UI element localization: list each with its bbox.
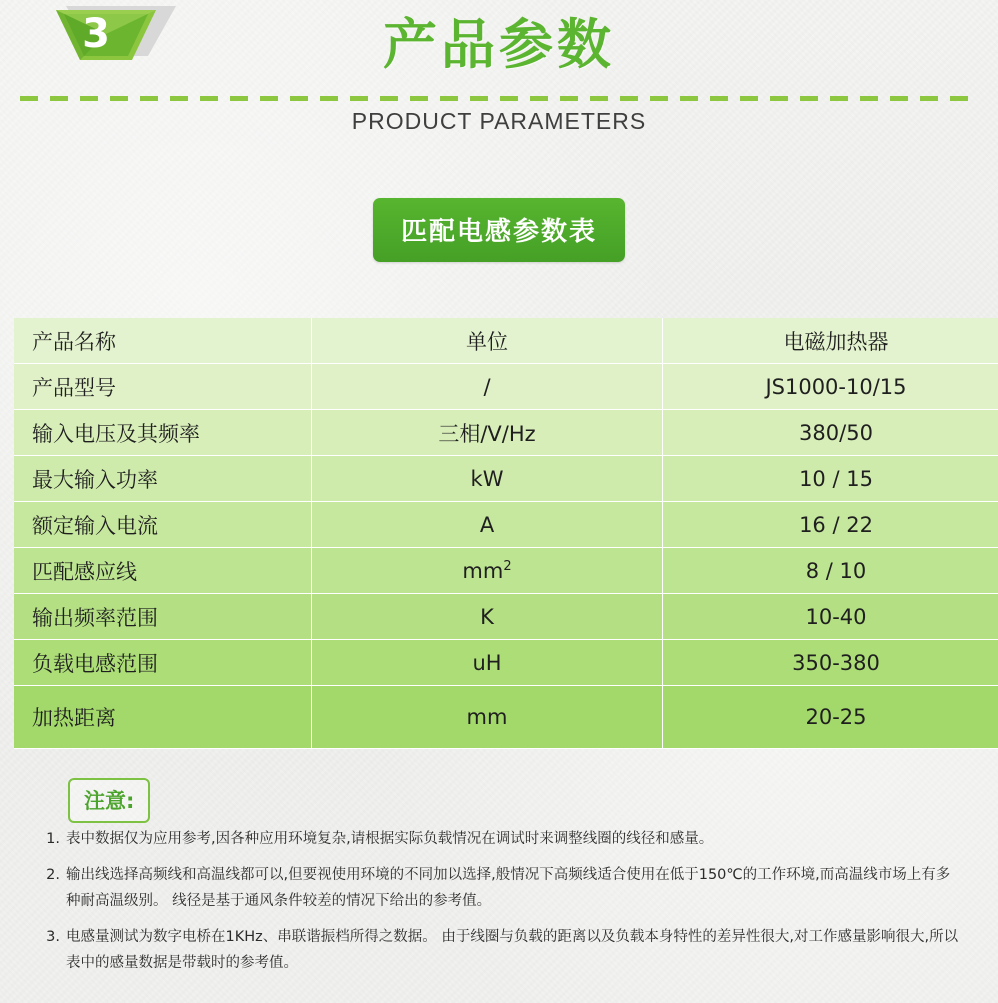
param-unit-base: mm [462,558,504,583]
param-name: 匹配感应线 [14,548,312,594]
param-name: 最大输入功率 [14,456,312,502]
param-unit: kW [312,456,663,502]
note-number: 3. [46,929,60,945]
param-name: 输入电压及其频率 [14,410,312,456]
param-unit: 三相/V/Hz [312,410,663,456]
page-title-cn: 产品参数 [383,13,615,76]
param-name: 输出频率范围 [14,594,312,640]
note-item [34,924,964,976]
note-number: 1. [46,831,60,847]
param-value: 8 / 10 [663,548,998,594]
table-row [14,364,998,410]
param-unit: 单位 [312,318,663,364]
param-name: 加热距离 [14,686,312,749]
param-unit [312,548,663,594]
param-value: 电磁加热器 [663,318,998,364]
param-name: 负载电感范围 [14,640,312,686]
param-unit-superscript: 2 [503,558,512,574]
page-title-en: PRODUCT PARAMETERS [351,108,647,134]
section-label-wrap [0,198,998,262]
table-row [14,594,998,640]
param-unit: K [312,594,663,640]
note-text: 表中数据仅为应用参考,因各种应用环境复杂,请根据实际负载情况在调试时来调整线圈的线径和感量。 [66,831,714,847]
page-header [0,0,998,100]
note-text: 输出线选择高频线和高温线都可以,但要视使用环境的不同加以选择,般情况下高频线适合使用在低于150℃的工作环境,而高温线市场上有多种耐高温级别。 线径是基于通风条件较差的情况下给出的参考值。 [66,867,951,909]
section-label: 匹配电感参数表 [373,198,625,262]
notes-list [34,826,964,986]
table-row [14,686,998,749]
param-value: 16 / 22 [663,502,998,548]
table-row [14,548,998,594]
notes-badge: 注意: [68,778,150,823]
param-value: 10-40 [663,594,998,640]
param-name: 额定输入电流 [14,502,312,548]
header-divider [20,96,978,101]
table-row [14,410,998,456]
param-value: 380/50 [663,410,998,456]
note-item [34,826,964,852]
param-unit: uH [312,640,663,686]
table-row [14,456,998,502]
param-value: 10 / 15 [663,456,998,502]
param-name: 产品型号 [14,364,312,410]
note-text: 电感量测试为数字电桥在1KHz、串联谐振档所得之数据。 由于线圈与负载的距离以及负载本身特性的差异性很大,对工作感量影响很大,所以表中的感量数据是带载时的参考值。 [66,929,959,971]
param-value: 20-25 [663,686,998,749]
param-name: 产品名称 [14,318,312,364]
parameters-table [14,318,998,749]
param-unit: A [312,502,663,548]
table-row [14,502,998,548]
table-row [14,318,998,364]
param-unit: mm [312,686,663,749]
section-number-text: 3 [82,11,110,57]
param-unit: / [312,364,663,410]
note-item [34,862,964,914]
param-value: 350-380 [663,640,998,686]
note-number: 2. [46,867,60,883]
table-row [14,640,998,686]
param-value: JS1000-10/15 [663,364,998,410]
